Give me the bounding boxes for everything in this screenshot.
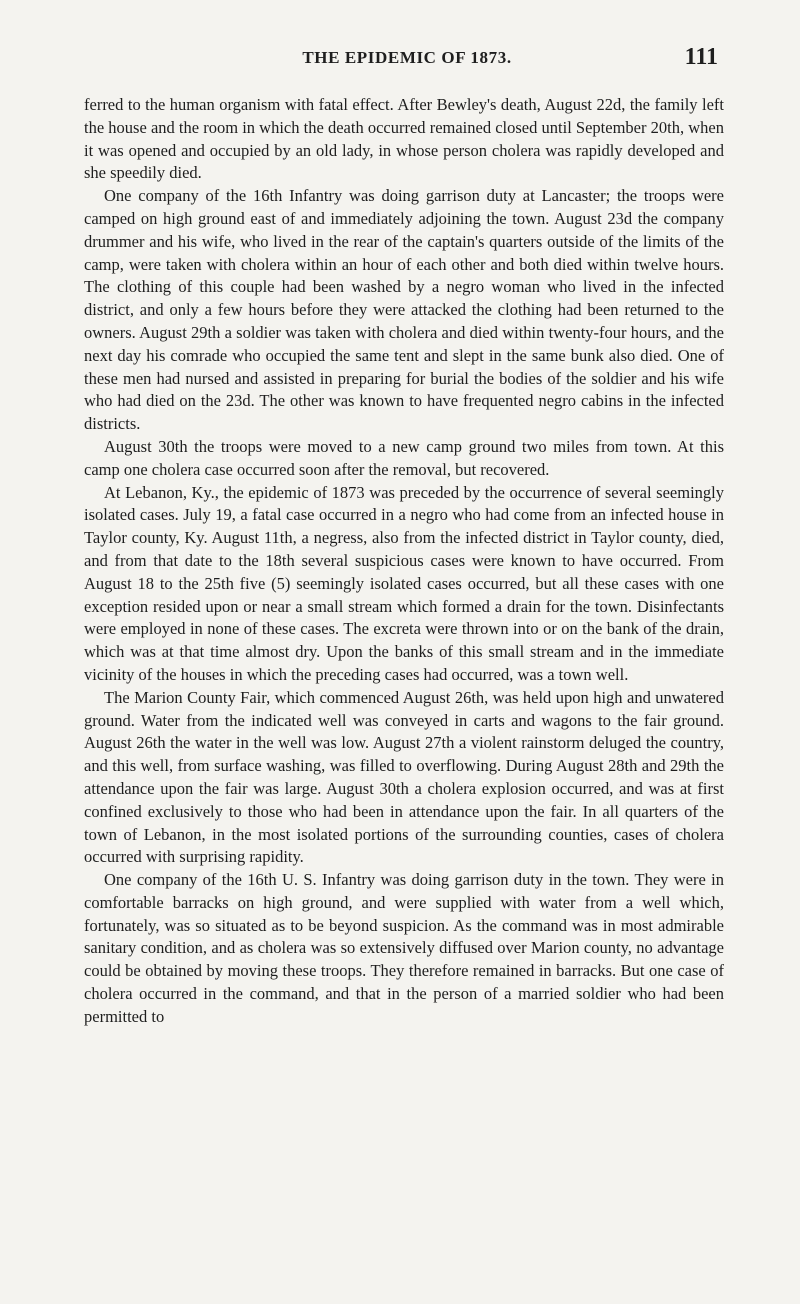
body-text: [84, 94, 724, 1029]
paragraph-county-fair: The Marion County Fair, which commenced August 26th, was held upon high and unwatered ground. Water from the indicated well was conveyed in carts and wagons to the fair ground. August 26th the water in the well was low. August 27th a violent rainstorm deluged the country, and this well, from surface washing, was filled to overflowing. During August 28th and 29th the attendance upon the fair was large. August 30th a cholera explosion occurred, and was at first confined exclusively to those who had been in attendance upon the fair. In all quarters of the town of Lebanon, in the most isolated portions of the surrounding counties, cases of cholera occurred with surprising rapidity.: [84, 687, 724, 867]
paragraph-new-camp: August 30th the troops were moved to a new camp ground two miles from town. At this camp one cholera case occurred soon after the removal, but recovered.: [84, 436, 724, 479]
paragraph-continued: ferred to the human organism with fatal effect. After Bewley's death, August 22d, the family left the house and the room in which the death occurred remained closed until September 20th, when it was opened and occupied by an old lady, in whose person cholera was rapidly developed and she speedily died.: [84, 95, 724, 183]
page-number: 111: [684, 44, 718, 70]
paragraph-lancaster-garrison: One company of the 16th Infantry was doing garrison duty at Lancaster; the troops were camped on high ground east of and immediately adjoining the town. August 23d the company drummer and his wife, who lived in the rear of the captain's quarters outside of the limits of the camp, were taken with cholera within an hour of each other and both died within twelve hours. The clothing of this couple had been washed by a negro woman who lived in the infected district, and only a few hours before they were attacked the clothing had been returned to the owners. August 29th a soldier was taken with cholera and died within twenty-four hours, and the next day his comrade who occupied the same tent and slept in the same bunk also died. One of these men had nursed and assisted in preparing for burial the bodies of the soldier and his wife who had died on the 23d. The other was known to have frequented negro cabins in the infected districts.: [84, 186, 724, 434]
paragraph-lebanon-cases: At Lebanon, Ky., the epidemic of 1873 was preceded by the occurrence of several seemingly isolated cases. July 19, a fatal case occurred in a negro who had come from an infected house in Taylor county, Ky. August 11th, a negress, also from the infected district in Taylor county, died, and from that date to the 18th several suspicious cases were known to have occurred. From August 18 to the 25th five (5) seemingly isolated cases occurred, but all these cases with one exception resided upon or near a small stream which formed a drain for the town. Disinfectants were employed in none of these cases. The excreta were thrown into or on the bank of the drain, which was at that time almost dry. Upon the banks of this small stream and in the immediate vicinity of the houses in which the preceding cases had occurred, was a town well.: [84, 482, 724, 684]
running-title: THE EPIDEMIC OF 1873.: [302, 48, 512, 67]
paragraph-infantry-barracks: One company of the 16th U. S. Infantry was doing garrison duty in the town. They were in comfortable barracks on high ground, and were supplied with water from a well which, fortunately, was so situated as to be beyond suspicion. As the command was in most admirable sanitary condition, and as cholera was so extensively diffused over Marion county, no advantage could be obtained by moving these troops. They therefore remained in barracks. But one case of cholera occurred in the command, and that in the person of a married soldier who had been permitted to: [84, 870, 724, 1026]
running-head: [96, 44, 718, 72]
